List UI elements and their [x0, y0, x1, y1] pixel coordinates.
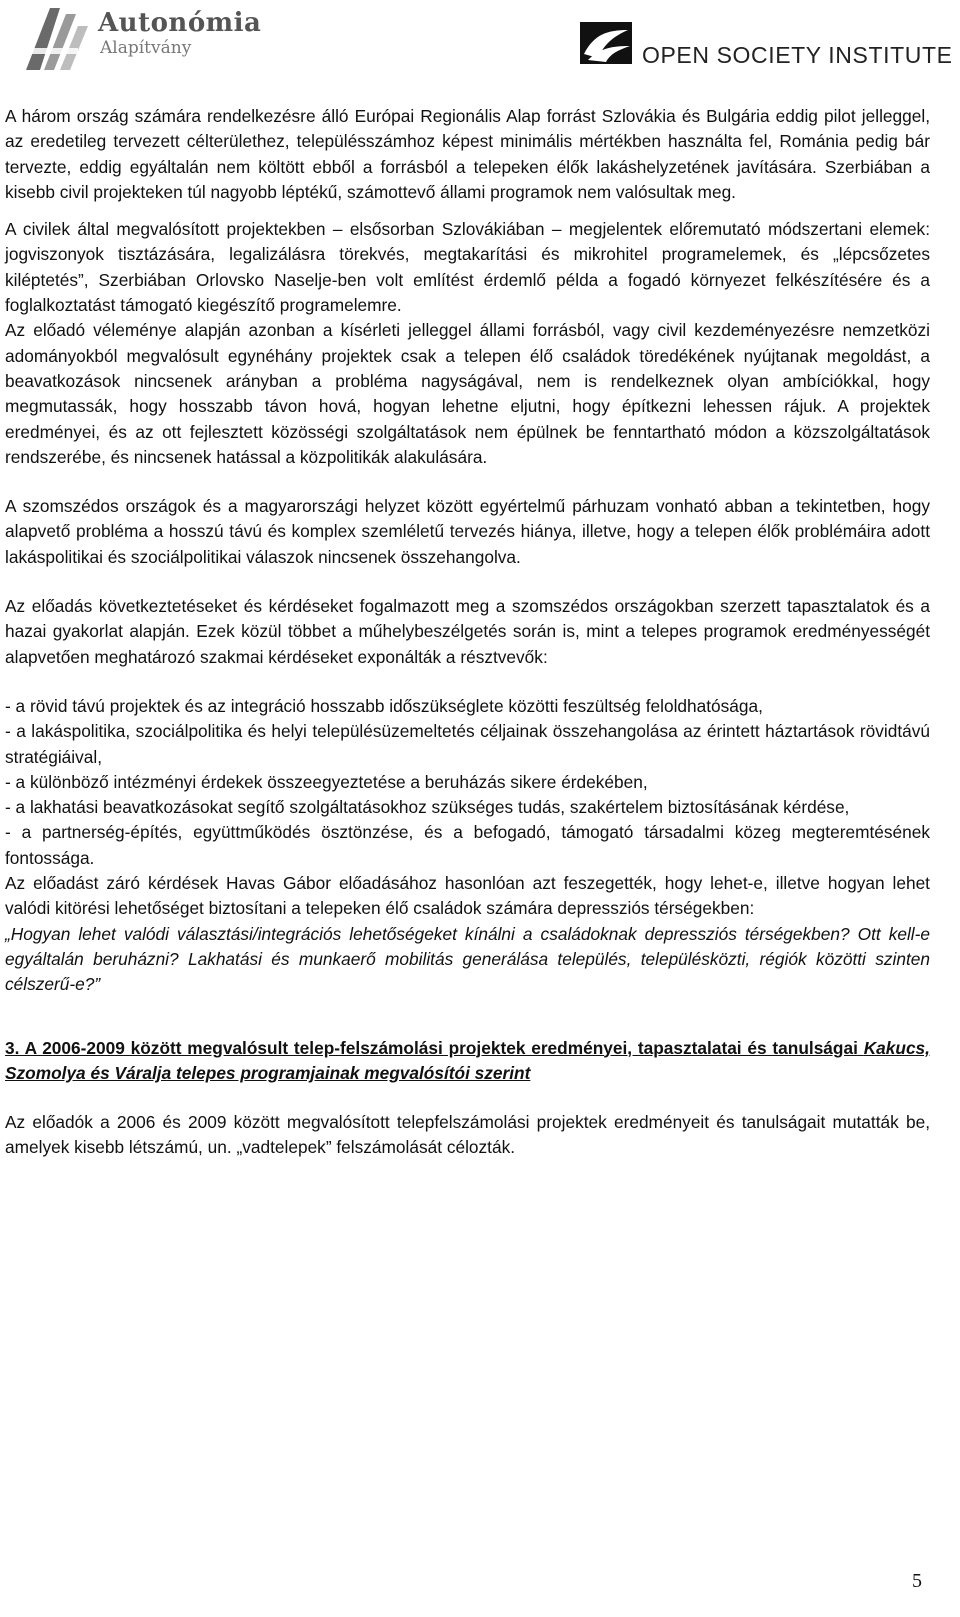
open-society-logo	[578, 20, 953, 70]
list-item: - a partnerség-építés, együttműködés ösztönzése, és a befogadó, támogató társadalmi közeg megteremtésének fontossága.	[5, 822, 930, 868]
autonomia-logo-subtitle: Alapítvány	[100, 38, 192, 58]
spacer	[5, 570, 930, 594]
list-item: - a lakáspolitika, szociálpolitika és helyi településüzemeltetés céljainak összehangolása az érintett háztartások rövidtávú stratégiáival,	[5, 721, 930, 767]
paragraph: Az előadást záró kérdések Havas Gábor előadásához hasonlóan azt feszegették, hogy lehet-e, illetve hogyan lehet valódi kitörési lehetőséget biztosítani a telepeken élő családok számára depressziós térségekben:	[5, 873, 930, 919]
list-item: - a rövid távú projektek és az integráció hosszabb időszükséglete közötti feszültség feloldhatósága,	[5, 695, 763, 716]
list-item: - a lakhatási beavatkozásokat segítő szolgáltatásokhoz szükséges tudás, szakértelem biztosításának kérdése,	[5, 797, 850, 818]
open-society-logo-icon	[578, 20, 638, 66]
paragraph: A civilek által megvalósított projektekben – elsősorban Szlovákiában – megjelentek előremutató módszertani elemek: jogviszonyok tisztázására, legalizálásra törekvés, megtakarítási és mikrohitel programelemek, és „lépcsőzetes kiléptetés”, Szerbiában Orlovsko Naselje-ben volt említést érdemlő példa a fogadó környezet felkészítésére és a foglalkoztatást támogató kiegészítő programelemre.	[5, 219, 930, 316]
paragraph: Az előadás következtetéseket és kérdéseket fogalmazott meg a szomszédos országokban szerzett tapasztalatok és a hazai gyakorlat alapján. Ezek közül többet a műhelybeszélgetés során is, mint a telepes programok eredményességét alapvetően meghatározó szakmai kérdéseket exponálták a résztvevők:	[5, 596, 930, 667]
autonomia-logo	[20, 4, 262, 74]
spacer	[5, 998, 930, 1036]
paragraph: Az előadó véleménye alapján azonban a kísérleti jelleggel állami forrásból, vagy civil kezdeményezésre nemzetközi adományokból megvalósult egynéhány projektek csak a telepen élő családok töredékének nyújtanak megoldást, a beavatkozások nincsenek arányban a probléma nagyságával, nem is rendelkeznek olyan ambíciókkal, hogy megmutassák, hogy hosszabb távon hová, hogyan lehetne eljutni, hogy építkezni lehessen rájuk. A projektek eredményei, és az ott fejlesztett közösségi szolgáltatások nem épülnek be fenntartható módon a közszolgáltatások rendszerébe, és nincsenek hatással a közpolitikák alakulására.	[5, 320, 930, 467]
page-header	[0, 0, 960, 80]
autonomia-logo-title: Autonómia	[98, 8, 262, 38]
open-society-logo-text: OPEN SOCIETY INSTITUTE	[642, 42, 953, 68]
list-item: - a különböző intézményi érdekek összeegyeztetése a beruházás sikere érdekében,	[5, 771, 648, 792]
autonomia-logo-icon	[20, 4, 92, 74]
spacer	[5, 470, 930, 494]
spacer	[5, 670, 930, 694]
document-body	[5, 104, 930, 1161]
section-heading	[5, 1036, 930, 1087]
section-heading-main: 3. A 2006-2009 között megvalósult telep-felszámolási projektek eredményei, tapasztalatai és tanulságai	[5, 1037, 858, 1058]
section-heading-italic: Kakucs, Szomolya és Váralja telepes programjainak megvalósítói szerint	[5, 1037, 930, 1083]
spacer	[5, 1086, 930, 1110]
spacer	[5, 205, 930, 217]
paragraph: A három ország számára rendelkezésre álló Európai Regionális Alap forrást Szlovákia és Bulgária eddig pilot jelleggel, az eredetileg tervezett célterülethez, településszámhoz képest minimális mértékben használta fel, Románia pedig bár tervezte, eddig egyáltalán nem költött ebből a forrásból a telepeken élők lakáshelyzetének javítására. Szerbiában a kisebb civil projekteken túl nagyobb léptékű, számottevő állami programok nem valósultak meg.	[5, 106, 930, 202]
paragraph: Az előadók a 2006 és 2009 között megvalósított telepfelszámolási projektek eredményeit és tanulságait mutatták be, amelyek kisebb létszámú, un. „vadtelepek” felszámolását célozták.	[5, 1112, 930, 1158]
quoted-questions: „Hogyan lehet valódi választási/integrációs lehetőségeket kínálni a családoknak depressziós térségekben? Ott kell-e egyáltalán beruházni? Lakhatási és munkaerő mobilitás generálása település, településközti, régiók közötti szinten célszerű-e?”	[5, 923, 930, 995]
page-number: 5	[912, 1570, 922, 1592]
paragraph: A szomszédos országok és a magyarországi helyzet között egyértelmű párhuzam vonható abban a tekintetben, hogy alapvető probléma a hosszú távú és komplex szemléletű tervezés hiánya, illetve, hogy a telepen élők problémáira adott lakáspolitikai és szociálpolitikai válaszok nincsenek összehangolva.	[5, 496, 930, 567]
